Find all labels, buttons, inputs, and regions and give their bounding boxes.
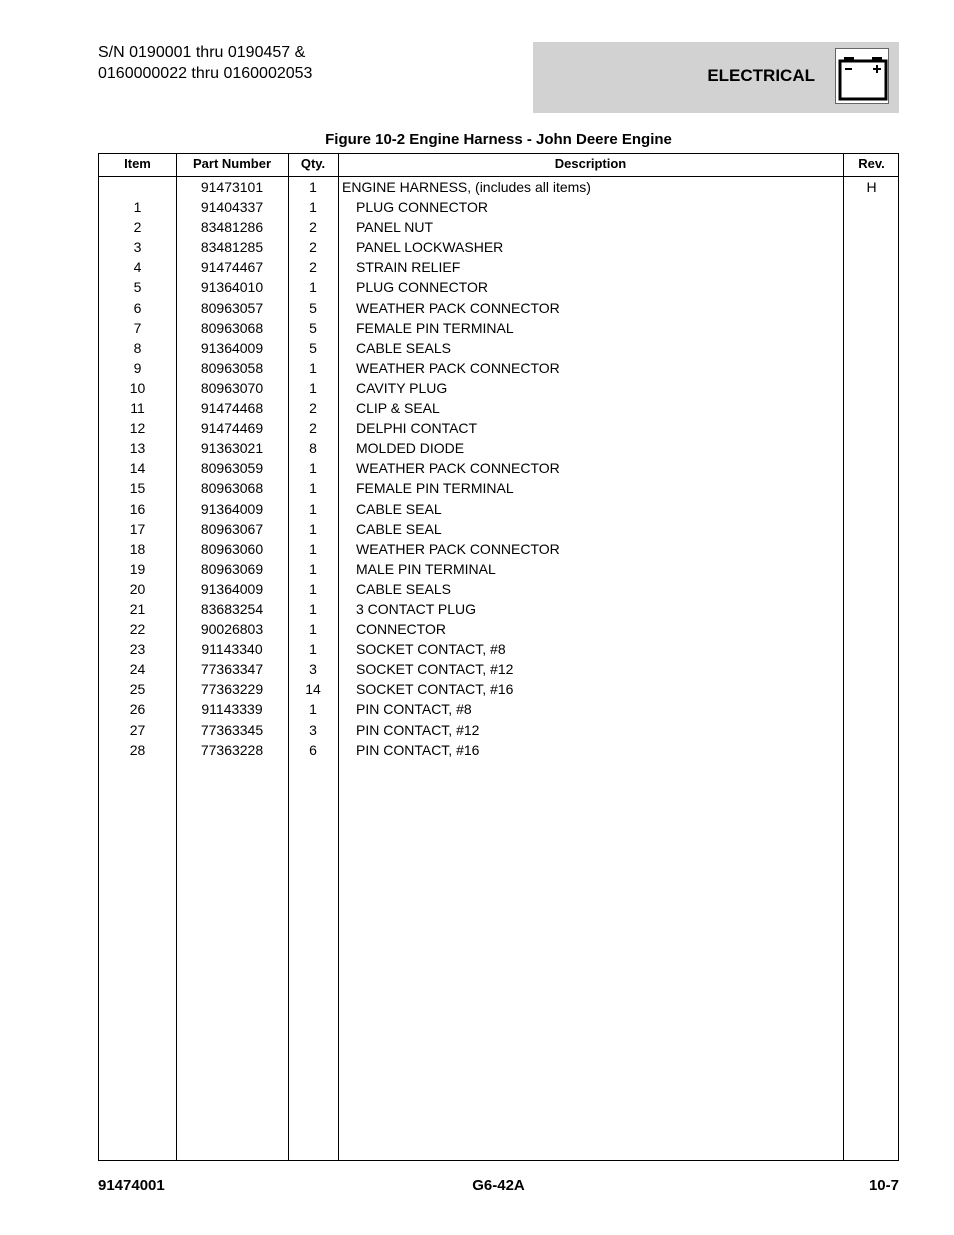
table-row	[99, 559, 898, 579]
item-cell: 7	[133, 319, 142, 336]
qty-cell: 1	[309, 641, 317, 658]
qty-cell: 2	[309, 400, 317, 417]
part-number-cell: 80963058	[200, 359, 264, 376]
item-cell: 8	[133, 339, 142, 356]
item-cell: 4	[133, 259, 142, 276]
table-row	[99, 378, 898, 398]
part-number-cell: 91404337	[200, 199, 264, 216]
description-cell: WEATHER PACK CONNECTOR	[356, 460, 560, 477]
item-cell: 26	[129, 701, 146, 718]
description-cell: WEATHER PACK CONNECTOR	[356, 540, 560, 557]
description-cell: FEMALE PIN TERMINAL	[356, 480, 514, 497]
header-description: Description	[554, 156, 627, 171]
description-cell: STRAIN RELIEF	[356, 259, 461, 276]
description-cell: MALE PIN TERMINAL	[356, 560, 496, 577]
qty-cell: 1	[309, 560, 317, 577]
header-item: Item	[124, 156, 151, 171]
qty-cell: 8	[309, 440, 317, 457]
part-number-cell: 77363229	[200, 681, 264, 698]
footer-page-number: 10-7	[868, 1177, 899, 1194]
description-cell: SOCKET CONTACT, #12	[356, 661, 514, 678]
item-cell: 20	[129, 580, 146, 597]
part-number-cell: 91363021	[200, 440, 264, 457]
table-row	[99, 519, 898, 539]
item-cell: 21	[129, 600, 146, 617]
qty-cell: 1	[309, 621, 317, 638]
item-cell: 5	[133, 279, 142, 296]
part-number-cell: 91364009	[200, 500, 264, 517]
table-row	[99, 237, 898, 257]
description-cell: PIN CONTACT, #8	[356, 701, 472, 718]
table-row	[99, 338, 898, 358]
table-row	[99, 599, 898, 619]
part-number-cell: 80963068	[200, 319, 264, 336]
part-number-cell: 91473101	[200, 179, 264, 195]
table-row	[99, 438, 898, 458]
table-row	[99, 298, 898, 318]
part-number-cell: 83683254	[200, 600, 264, 617]
description-cell: CABLE SEAL	[356, 520, 442, 537]
header-qty: Qty.	[300, 156, 326, 171]
qty-cell: 3	[309, 661, 317, 678]
description-cell: CAVITY PLUG	[356, 379, 448, 396]
item-cell: 11	[130, 400, 145, 417]
part-number-cell: 91143340	[201, 641, 263, 658]
description-cell: CONNECTOR	[356, 621, 446, 638]
part-number-cell: 91474469	[200, 420, 264, 437]
item-cell: 13	[129, 440, 146, 457]
part-number-cell: 91143339	[201, 701, 263, 718]
part-number-cell: 91364010	[200, 279, 264, 296]
part-number-cell: 90026803	[200, 621, 264, 638]
part-number-cell: 77363345	[200, 721, 264, 738]
table-row	[99, 699, 898, 719]
table-row	[99, 639, 898, 659]
qty-cell: 1	[309, 379, 317, 396]
item-cell: 2	[133, 219, 142, 236]
qty-cell: 1	[309, 600, 317, 617]
qty-cell: 5	[309, 339, 317, 356]
description-cell: CLIP & SEAL	[356, 400, 440, 417]
description-cell: FEMALE PIN TERMINAL	[356, 319, 514, 336]
table-row	[99, 257, 898, 277]
item-cell: 10	[129, 379, 146, 396]
item-cell: 16	[129, 500, 146, 517]
table-row	[99, 217, 898, 237]
qty-cell: 3	[309, 721, 317, 738]
description-cell: CABLE SEALS	[356, 339, 451, 356]
qty-cell: 1	[309, 500, 317, 517]
battery-icon	[835, 48, 889, 104]
part-number-cell: 80963067	[200, 520, 264, 537]
part-number-cell: 91474467	[200, 259, 264, 276]
description-cell: SOCKET CONTACT, #16	[356, 681, 514, 698]
serial-number-range	[98, 42, 312, 84]
part-number-cell: 80963059	[200, 460, 264, 477]
item-cell: 24	[129, 661, 146, 678]
part-number-cell: 77363228	[200, 741, 264, 758]
item-cell: 25	[129, 681, 146, 698]
table-row	[99, 398, 898, 418]
qty-cell: 1	[309, 701, 317, 718]
qty-cell: 1	[309, 580, 317, 597]
serial-line-1: S/N 0190001 thru 0190457 &	[98, 44, 306, 61]
table-row	[99, 679, 898, 699]
item-cell: 27	[129, 721, 146, 738]
part-number-cell: 83481285	[200, 239, 264, 256]
header-part-number: Part Number	[192, 156, 272, 171]
part-number-cell: 91474468	[200, 400, 264, 417]
item-cell: 22	[129, 621, 146, 638]
description-cell: PIN CONTACT, #12	[356, 721, 480, 738]
table-row	[99, 720, 898, 740]
section-header	[533, 42, 899, 113]
item-cell: 15	[129, 480, 146, 497]
qty-cell: 5	[309, 319, 317, 336]
table-row	[99, 458, 898, 478]
qty-cell: 1	[309, 279, 317, 296]
description-cell: CABLE SEALS	[356, 580, 451, 597]
item-cell: 28	[129, 741, 146, 758]
part-number-cell: 83481286	[200, 219, 264, 236]
item-cell: 9	[133, 359, 142, 376]
description-cell: SOCKET CONTACT, #8	[356, 641, 506, 658]
table-body	[99, 177, 898, 760]
parts-table	[98, 153, 899, 1161]
part-number-cell: 91364009	[200, 339, 264, 356]
qty-cell: 2	[309, 239, 317, 256]
qty-cell: 14	[305, 681, 321, 698]
qty-cell: 2	[309, 259, 317, 276]
qty-cell: 1	[309, 199, 317, 216]
item-cell: 12	[129, 420, 146, 437]
table-row	[99, 277, 898, 297]
description-cell: DELPHI CONTACT	[356, 420, 478, 437]
item-cell: 3	[133, 239, 142, 256]
description-cell: CABLE SEAL	[356, 500, 442, 517]
description-cell: 3 CONTACT PLUG	[356, 600, 477, 617]
part-number-cell: 77363347	[200, 661, 264, 678]
description-cell: PIN CONTACT, #16	[356, 741, 480, 758]
table-row	[99, 197, 898, 217]
description-cell: PANEL NUT	[356, 219, 434, 236]
table-row	[99, 539, 898, 559]
qty-cell: 6	[309, 741, 317, 758]
table-row	[99, 740, 898, 760]
table-row	[99, 177, 898, 197]
qty-cell: 2	[309, 420, 317, 437]
serial-line-2: 0160000022 thru 0160002053	[98, 65, 313, 82]
footer-part-number: 91474001	[98, 1177, 165, 1194]
part-number-cell: 80963070	[200, 379, 264, 396]
table-row	[99, 659, 898, 679]
item-cell: 17	[129, 520, 146, 537]
table-row	[99, 499, 898, 519]
figure-title: Figure 10-2 Engine Harness - John Deere Engine	[325, 131, 672, 148]
qty-cell: 1	[309, 520, 317, 537]
qty-cell: 5	[309, 299, 317, 316]
description-cell: WEATHER PACK CONNECTOR	[356, 299, 560, 316]
table-row	[99, 478, 898, 498]
table-row	[99, 579, 898, 599]
item-cell: 18	[129, 540, 146, 557]
description-cell: PLUG CONNECTOR	[356, 199, 488, 216]
section-title: ELECTRICAL	[707, 66, 815, 85]
item-cell: 19	[129, 560, 146, 577]
table-row	[99, 619, 898, 639]
part-number-cell: 80963060	[200, 540, 264, 557]
qty-cell: 1	[309, 359, 317, 376]
description-cell: PANEL LOCKWASHER	[356, 239, 504, 256]
item-cell: 14	[129, 460, 146, 477]
item-cell: 23	[129, 641, 146, 658]
qty-cell: 1	[309, 179, 317, 195]
description-cell: WEATHER PACK CONNECTOR	[356, 359, 560, 376]
description-cell: ENGINE HARNESS, (includes all items)	[342, 179, 591, 195]
table-row	[99, 418, 898, 438]
footer-model: G6-42A	[472, 1177, 525, 1194]
qty-cell: 1	[309, 480, 317, 497]
qty-cell: 2	[309, 219, 317, 236]
qty-cell: 1	[309, 540, 317, 557]
item-cell: 6	[133, 299, 142, 316]
qty-cell: 1	[309, 460, 317, 477]
rev-cell: H	[866, 179, 877, 195]
table-row	[99, 318, 898, 338]
item-cell: 1	[133, 199, 142, 216]
part-number-cell: 91364009	[200, 580, 264, 597]
part-number-cell: 80963068	[200, 480, 264, 497]
header-rev: Rev.	[858, 156, 885, 171]
description-cell: MOLDED DIODE	[356, 440, 465, 457]
table-row	[99, 358, 898, 378]
part-number-cell: 80963069	[200, 560, 264, 577]
description-cell: PLUG CONNECTOR	[356, 279, 488, 296]
part-number-cell: 80963057	[200, 299, 264, 316]
